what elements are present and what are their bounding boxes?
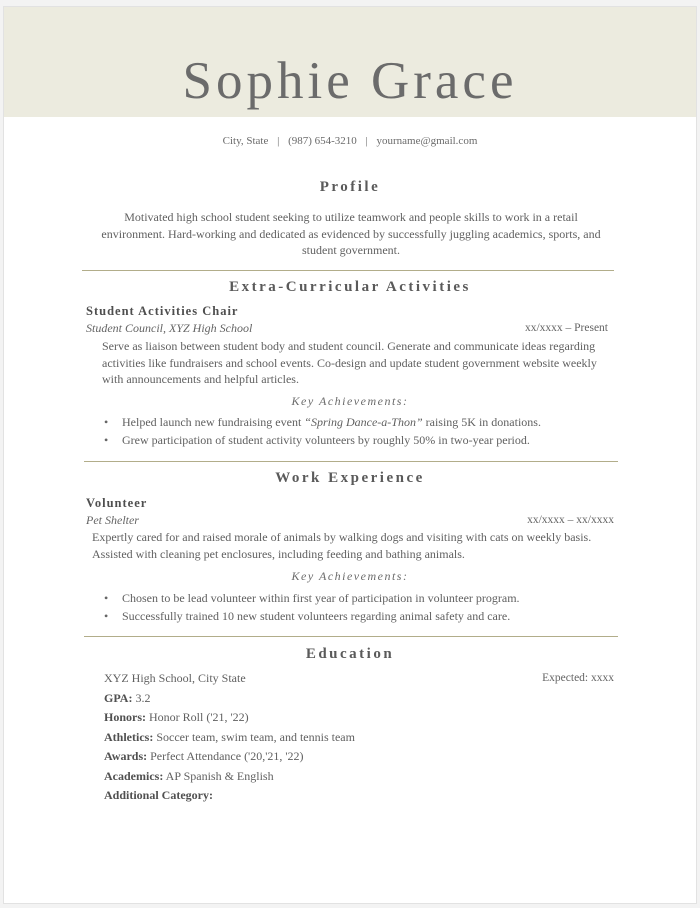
list-item: • Helped launch new fundraising event “Spring Dance-a-Thon” raising 5K in donations. (104, 414, 624, 432)
section-divider (82, 270, 614, 271)
work-description: Expertly cared for and raised morale of animals by walking dogs and visiting with cats on weekly basis. Assisted with cleaning pet enclosures, including feeding and bathing animals. (92, 530, 592, 561)
work-dates: xx/xxxx – xx/xxxx (527, 514, 614, 526)
name-banner (4, 7, 696, 117)
activities-key-achievements-label: Key Achievements: (291, 394, 409, 408)
activities-dates: xx/xxxx – Present (524, 322, 608, 334)
contact-phone: (987) 654-3210 (288, 135, 357, 147)
activities-heading: Extra-Curricular Activities (229, 279, 471, 295)
education-expected-date: Expected: xxxx (542, 672, 614, 684)
work-heading: Work Experience (275, 470, 425, 486)
education-gpa: GPA: 3.2 (104, 690, 151, 705)
section-divider (84, 461, 618, 462)
education-heading: Education (305, 646, 395, 662)
list-item: • Chosen to be lead volunteer within first year of participation in volunteer program. (104, 590, 624, 608)
profile-heading: Profile (319, 179, 381, 195)
profile-summary: Motivated high school student seeking to utilize teamwork and people skills to work in a retail environment. Hard-working and dedicated as evidenced by successfully juggling academics, sports, and student government. (101, 210, 601, 257)
contact-separator: | (365, 135, 368, 147)
activities-description: Serve as liaison between student body and student council. Generate and communicate ideas regarding activities like fundraisers and school events. Co-design and update student government website weekly with announcements and helpful articles. (102, 339, 597, 386)
resume-page (3, 6, 697, 904)
education-academics: Academics: AP Spanish & English (104, 768, 274, 783)
activities-organization: Student Council, XYZ High School (86, 321, 253, 335)
list-item: • Grew participation of student activity volunteers by roughly 50% in two-year period. (104, 432, 624, 450)
contact-separator: | (277, 135, 280, 147)
education-details (104, 669, 355, 806)
work-role: Volunteer (86, 496, 148, 510)
contact-location: City, State (222, 135, 269, 147)
education-awards: Awards: Perfect Attendance ('20,'21, '22) (104, 749, 304, 763)
education-athletics: Athletics: Soccer team, swim team, and tennis team (104, 729, 355, 744)
education-school: XYZ High School, City State (104, 671, 246, 685)
activities-achievements-list (104, 414, 624, 449)
work-achievements-list (104, 590, 624, 625)
work-organization: Pet Shelter (86, 513, 139, 527)
education-honors: Honors: Honor Roll ('21, '22) (104, 710, 249, 724)
work-key-achievements-label: Key Achievements: (291, 569, 409, 583)
contact-line (4, 135, 696, 147)
education-additional-category: Additional Category: (104, 788, 213, 802)
candidate-name: Sophie Grace (182, 52, 518, 110)
contact-email: yourname@gmail.com (376, 135, 478, 147)
activities-role: Student Activities Chair (86, 304, 239, 318)
section-divider (84, 636, 618, 637)
list-item: • Successfully trained 10 new student volunteers regarding animal safety and care. (104, 608, 624, 626)
